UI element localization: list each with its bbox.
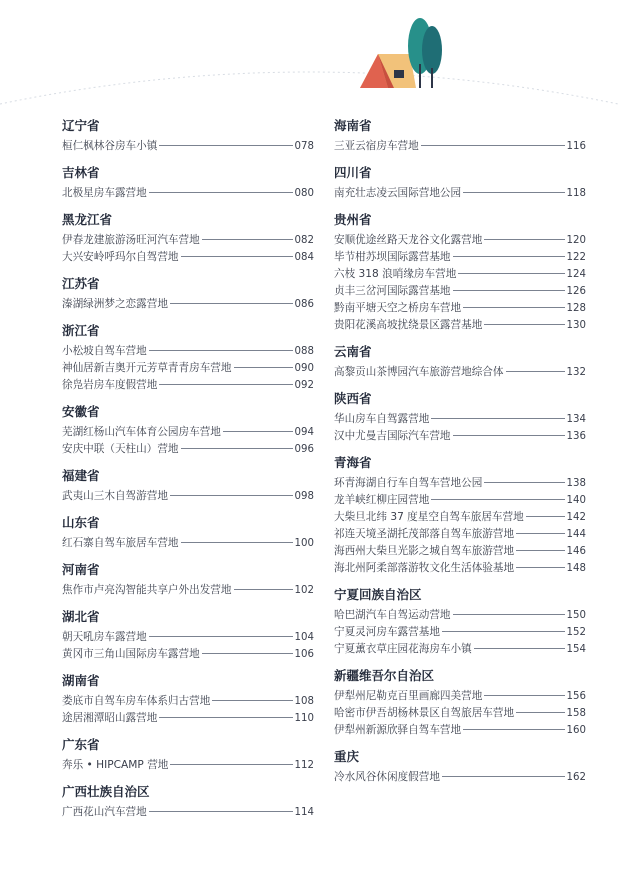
leader-line: [431, 499, 564, 500]
leader-line: [212, 700, 292, 701]
toc-entry[interactable]: [334, 364, 586, 381]
entry-title: 海北州阿柔部落游牧文化生活体验基地: [334, 562, 515, 574]
page-number: 096: [294, 444, 314, 455]
page-number: 112: [294, 760, 314, 771]
leader-line: [463, 307, 564, 308]
toc-entry[interactable]: [334, 769, 586, 786]
entry-title: 六枝 318 浪哨缘房车营地: [334, 268, 457, 280]
toc-entry[interactable]: [62, 488, 314, 505]
page-number: 086: [294, 299, 314, 310]
leader-line: [453, 256, 565, 257]
entry-title: 安顺优途丝路天龙谷文化露营地: [334, 234, 483, 246]
province-heading: 湖南省: [62, 673, 100, 688]
page-number: 152: [566, 627, 586, 638]
entry-title: 奔乐 • HIPCAMP 营地: [62, 759, 169, 771]
province-section: [62, 515, 314, 552]
page-number: 084: [294, 252, 314, 263]
leader-line: [170, 764, 292, 765]
leader-line: [442, 776, 565, 777]
toc-entry[interactable]: [334, 624, 586, 641]
page-number: 154: [566, 644, 586, 655]
province-section: [62, 737, 314, 774]
province-heading: 海南省: [334, 118, 372, 133]
toc-entry[interactable]: [334, 283, 586, 300]
page-number: 098: [294, 491, 314, 502]
province-heading: 吉林省: [62, 165, 100, 180]
province-heading: 江苏省: [62, 276, 100, 291]
province-section: [334, 118, 586, 155]
leader-line: [159, 717, 292, 718]
page-number: 110: [294, 713, 314, 724]
entry-title: 大兴安岭呼玛尔自驾营地: [62, 251, 179, 263]
leader-line: [506, 371, 565, 372]
entry-title: 冷水风谷休闲度假营地: [334, 771, 440, 783]
page-number: 092: [294, 380, 314, 391]
province-heading: 浙江省: [62, 323, 100, 338]
entry-title: 芜湖红杨山汽车体育公园房车营地: [62, 426, 221, 438]
toc-entry[interactable]: [62, 296, 314, 313]
page-number: 108: [294, 696, 314, 707]
toc-entry[interactable]: [62, 249, 314, 266]
leader-line: [453, 290, 565, 291]
entry-title: 伊春龙建旅游汤旺河汽车营地: [62, 234, 200, 246]
entry-title: 祁连天境圣湖托茂部落自驾车旅游营地: [334, 528, 515, 540]
page-number: 160: [566, 725, 586, 736]
leader-line: [159, 145, 292, 146]
leader-line: [202, 653, 293, 654]
entry-title: 娄底市自驾车房车体系归古营地: [62, 695, 211, 707]
toc-entry[interactable]: [334, 185, 586, 202]
province-section: [62, 212, 314, 266]
entry-title: 红石寨自驾车旅居车营地: [62, 537, 179, 549]
province-heading: 四川省: [334, 165, 372, 180]
toc-entry[interactable]: [62, 535, 314, 552]
page-number: 102: [294, 585, 314, 596]
entry-title: 海西州大柴旦光影之城自驾车旅游营地: [334, 545, 515, 557]
province-section: [62, 562, 314, 599]
entry-title: 环青海湖自行车自驾车营地公园: [334, 477, 483, 489]
leader-line: [484, 324, 564, 325]
entry-title: 途居湘潭昭山露营地: [62, 712, 158, 724]
leader-line: [484, 482, 564, 483]
page-number: 146: [566, 546, 586, 557]
province-section: [334, 165, 586, 202]
province-section: [62, 609, 314, 663]
entry-title: 广西花山汽车营地: [62, 806, 147, 818]
leader-line: [149, 192, 293, 193]
leader-line: [458, 273, 564, 274]
toc-entry[interactable]: [334, 722, 586, 739]
toc-entry[interactable]: [62, 441, 314, 458]
leader-line: [516, 567, 564, 568]
province-section: [334, 391, 586, 445]
entry-title: 宁夏薰衣草庄园花海房车小镇: [334, 643, 472, 655]
entry-title: 神仙居新吉奥开元芳草青青房车营地: [62, 362, 232, 374]
page-number: 144: [566, 529, 586, 540]
province-section: [62, 404, 314, 458]
page-number: 104: [294, 632, 314, 643]
leader-line: [516, 712, 564, 713]
entry-title: 毕节柑苏坝国际露营基地: [334, 251, 451, 263]
toc-entry[interactable]: [62, 138, 314, 155]
province-heading: 河南省: [62, 562, 100, 577]
page-number: 138: [566, 478, 586, 489]
leader-line: [516, 533, 564, 534]
leader-line: [223, 431, 293, 432]
province-heading: 青海省: [334, 455, 372, 470]
province-section: [334, 587, 586, 658]
page-number: 094: [294, 427, 314, 438]
toc-entry[interactable]: [334, 641, 586, 658]
province-heading: 宁夏回族自治区: [334, 587, 422, 602]
toc-entry[interactable]: [62, 804, 314, 821]
toc-entry[interactable]: [62, 757, 314, 774]
leader-line: [484, 239, 564, 240]
province-heading: 新疆维吾尔自治区: [334, 668, 435, 683]
entry-title: 伊犁州新源欣驿自驾车营地: [334, 724, 462, 736]
page-number: 116: [566, 141, 586, 152]
province-heading: 安徽省: [62, 404, 100, 419]
toc-entry[interactable]: [334, 560, 586, 577]
page-number: 136: [566, 431, 586, 442]
page-number: 148: [566, 563, 586, 574]
page-number: 090: [294, 363, 314, 374]
province-section: [334, 344, 586, 381]
toc-entry[interactable]: [62, 646, 314, 663]
toc-column-right: [334, 118, 586, 796]
page-number: 142: [566, 512, 586, 523]
page-number: 126: [566, 286, 586, 297]
page-number: 162: [566, 772, 586, 783]
leader-line: [149, 350, 293, 351]
province-section: [334, 749, 586, 786]
page-number: 150: [566, 610, 586, 621]
toc-entry[interactable]: [334, 317, 586, 334]
toc-entry[interactable]: [62, 343, 314, 360]
entry-title: 贞丰三岔河国际露营基地: [334, 285, 451, 297]
leader-line: [149, 636, 293, 637]
leader-line: [234, 367, 293, 368]
leader-line: [474, 648, 565, 649]
entry-title: 汉中尤曼吉国际汽车营地: [334, 430, 451, 442]
entry-title: 伊犁州尼勒克百里画廊四美营地: [334, 690, 483, 702]
province-heading: 重庆: [334, 749, 360, 764]
page-number: 100: [294, 538, 314, 549]
entry-title: 黄冈市三角山国际房车露营地: [62, 648, 200, 660]
entry-title: 宁夏灵河房车露营基地: [334, 626, 440, 638]
leader-line: [170, 303, 293, 304]
province-section: [334, 212, 586, 334]
page-number: 078: [294, 141, 314, 152]
province-section: [334, 668, 586, 739]
entry-title: 大柴旦北纬 37 度星空自驾车旅居车营地: [334, 511, 524, 523]
province-section: [62, 165, 314, 202]
leader-line: [431, 418, 564, 419]
leader-line: [526, 516, 565, 517]
toc-entry[interactable]: [334, 232, 586, 249]
toc-entry[interactable]: [62, 582, 314, 599]
toc-entry[interactable]: [334, 428, 586, 445]
entry-title: 龙羊峡红柳庄园营地: [334, 494, 430, 506]
toc-entry[interactable]: [62, 377, 314, 394]
province-section: [62, 323, 314, 394]
page-number: 132: [566, 367, 586, 378]
entry-title: 南充壮志凌云国际营地公园: [334, 187, 462, 199]
entry-title: 焦作市卢亮沟智能共享户外出发营地: [62, 584, 232, 596]
province-heading: 广西壮族自治区: [62, 784, 150, 799]
page-number: 156: [566, 691, 586, 702]
page-number: 106: [294, 649, 314, 660]
toc-entry[interactable]: [334, 607, 586, 624]
page-number: 080: [294, 188, 314, 199]
entry-title: 徐凫岩房车度假营地: [62, 379, 158, 391]
page-number: 134: [566, 414, 586, 425]
province-heading: 陕西省: [334, 391, 372, 406]
leader-line: [181, 448, 293, 449]
page-number: 118: [566, 188, 586, 199]
leader-line: [484, 695, 564, 696]
leader-line: [181, 542, 293, 543]
entry-title: 华山房车自驾露营地: [334, 413, 430, 425]
toc-entry[interactable]: [334, 475, 586, 492]
toc-entry[interactable]: [334, 249, 586, 266]
leader-line: [170, 495, 293, 496]
page-number: 130: [566, 320, 586, 331]
toc-entry[interactable]: [334, 543, 586, 560]
province-heading: 辽宁省: [62, 118, 100, 133]
province-section: [62, 118, 314, 155]
entry-title: 桓仁枫林谷房车小镇: [62, 140, 158, 152]
toc-entry[interactable]: [334, 266, 586, 283]
camping-tent-tree-icon: [354, 14, 446, 90]
entry-title: 哈密市伊吾胡杨林景区自驾旅居车营地: [334, 707, 515, 719]
leader-line: [516, 550, 564, 551]
province-heading: 贵州省: [334, 212, 372, 227]
toc-entry[interactable]: [62, 360, 314, 377]
page-number: 120: [566, 235, 586, 246]
entry-title: 高黎贡山茶博园汽车旅游营地综合体: [334, 366, 504, 378]
page-number: 140: [566, 495, 586, 506]
toc-entry[interactable]: [334, 509, 586, 526]
leader-line: [463, 729, 564, 730]
toc-column-left: [62, 118, 314, 831]
toc-entry[interactable]: [62, 232, 314, 249]
entry-title: 安庆中联（天柱山）营地: [62, 443, 179, 455]
entry-title: 小松坡自驾车营地: [62, 345, 147, 357]
page-number: 124: [566, 269, 586, 280]
page-number: 122: [566, 252, 586, 263]
toc-entry[interactable]: [62, 693, 314, 710]
entry-title: 哈巴湖汽车自驾运动营地: [334, 609, 451, 621]
toc-entry[interactable]: [334, 492, 586, 509]
province-section: [62, 468, 314, 505]
toc-entry[interactable]: [334, 688, 586, 705]
toc-entry[interactable]: [62, 185, 314, 202]
toc-entry[interactable]: [334, 138, 586, 155]
entry-title: 溱湖绿洲梦之恋露营地: [62, 298, 168, 310]
entry-title: 朝天吼房车露营地: [62, 631, 147, 643]
entry-title: 贵阳花溪高坡扰绕景区露营基地: [334, 319, 483, 331]
province-section: [62, 673, 314, 727]
leader-line: [149, 811, 293, 812]
leader-line: [421, 145, 565, 146]
province-heading: 黑龙江省: [62, 212, 113, 227]
toc-entry[interactable]: [334, 705, 586, 722]
toc-entry[interactable]: [62, 710, 314, 727]
leader-line: [159, 384, 292, 385]
leader-line: [181, 256, 293, 257]
province-heading: 山东省: [62, 515, 100, 530]
province-heading: 云南省: [334, 344, 372, 359]
entry-title: 武夷山三木自驾游营地: [62, 490, 168, 502]
entry-title: 北极星房车露营地: [62, 187, 147, 199]
leader-line: [453, 614, 565, 615]
leader-line: [234, 589, 293, 590]
province-heading: 广东省: [62, 737, 100, 752]
province-section: [334, 455, 586, 577]
page-number: 082: [294, 235, 314, 246]
entry-title: 三亚云宿房车营地: [334, 140, 419, 152]
decorative-dotted-arc: [0, 0, 618, 120]
leader-line: [453, 435, 565, 436]
province-section: [62, 276, 314, 313]
leader-line: [442, 631, 565, 632]
province-heading: 湖北省: [62, 609, 100, 624]
province-section: [62, 784, 314, 821]
page-number: 114: [294, 807, 314, 818]
leader-line: [202, 239, 293, 240]
toc-entry[interactable]: [334, 411, 586, 428]
page-number: 128: [566, 303, 586, 314]
page-number: 088: [294, 346, 314, 357]
toc-entry[interactable]: [62, 424, 314, 441]
toc-entry[interactable]: [334, 300, 586, 317]
leader-line: [463, 192, 564, 193]
entry-title: 黔南平塘天空之桥房车营地: [334, 302, 462, 314]
page-number: 158: [566, 708, 586, 719]
toc-entry[interactable]: [334, 526, 586, 543]
province-heading: 福建省: [62, 468, 100, 483]
toc-entry[interactable]: [62, 629, 314, 646]
